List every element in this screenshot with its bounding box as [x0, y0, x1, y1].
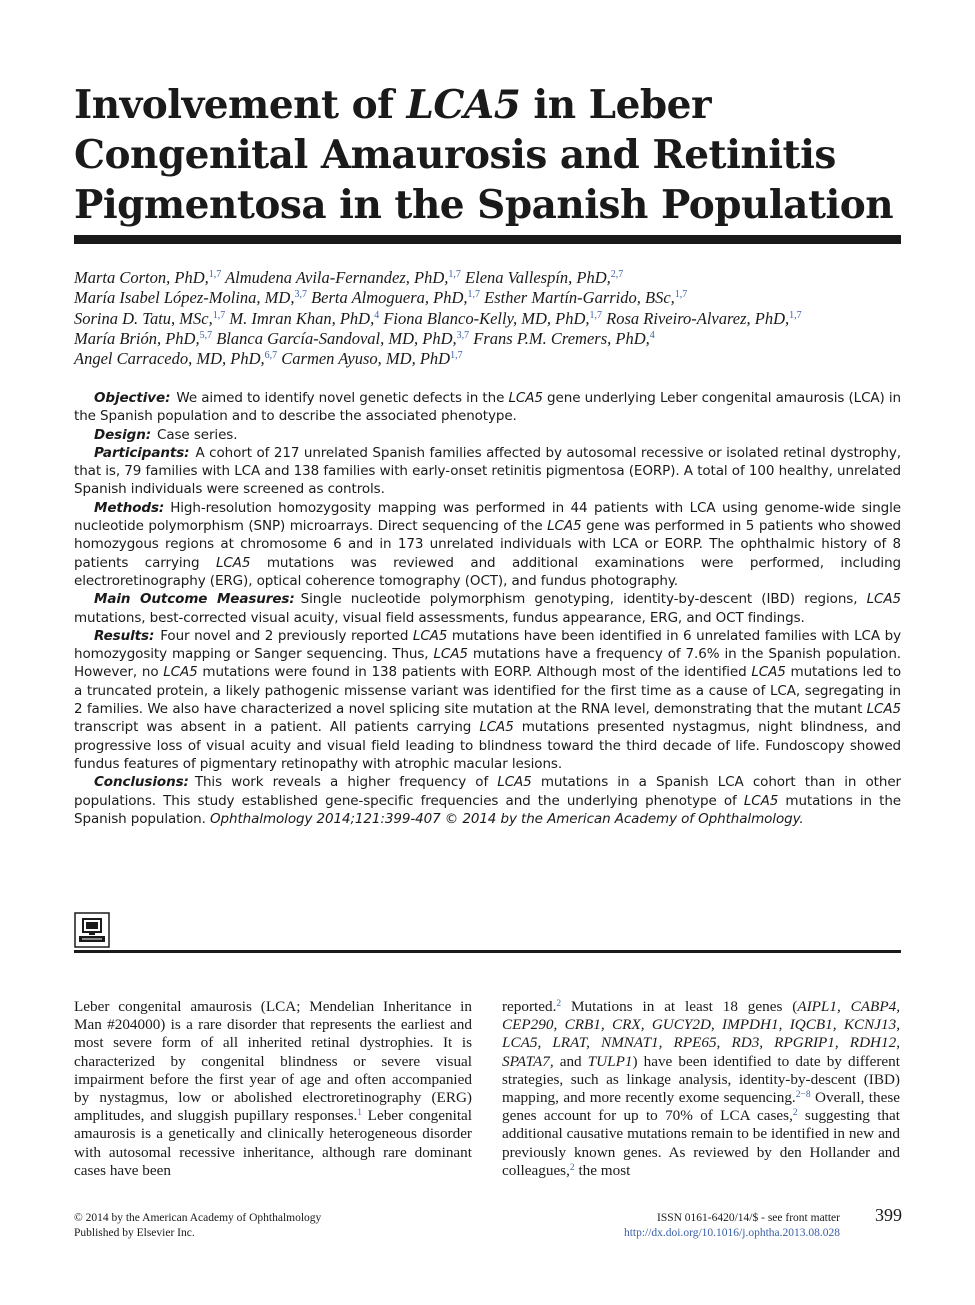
abstract-objective: Objective: We aimed to identify novel genetic defects in the LCA5 gene underlying Leber congenital amaurosis (LCA) in the Spanish population and to describe the associated phenotype. [74, 390, 902, 425]
author[interactable]: María Isabel López-Molina, MD, [74, 288, 295, 308]
author[interactable]: Sorina D. Tatu, MSc, [74, 308, 213, 328]
abstract-design: Design: Case series. [94, 426, 238, 443]
computer-icon[interactable] [74, 912, 110, 948]
section-label: Objective: [94, 390, 171, 406]
affiliation-ref[interactable]: 5,7 [199, 329, 213, 341]
author-list [74, 268, 914, 369]
affiliation-ref[interactable]: 1,7 [674, 289, 688, 301]
affiliation-ref[interactable]: 1,7 [208, 269, 222, 280]
affiliation-ref[interactable]: 2,7 [610, 269, 624, 280]
affiliation-ref[interactable]: 4 [374, 309, 380, 321]
section-label: Conclusions: [94, 774, 189, 791]
journal-citation[interactable]: Ophthalmology 2014;121:399-407 © 2014 by the American Academy of Ophthalmology. [210, 810, 804, 827]
author[interactable]: Fiona Blanco-Kelly, MD, PhD, [383, 308, 590, 328]
body-column-left: Leber congenital amaurosis (LCA; Mendelian Inheritance in Man #204000) is a rare disorder that represents the earliest and most severe form of all inherited retinal dystrophies. It is characterized by congenital blindness or severe visual impairment before the first year of age and often accompanied by nystagmus, low or abolished electroretinography (ERG) amplitudes, and sluggish pupillary responses.$^1$ Leber congenital amaurosis is a genetically and clinically heterogeneous disorder with autosomal recessive inheritance, although rare dominant cases have been [74, 998, 472, 1179]
section-label: Results: [94, 627, 155, 644]
affiliation-ref[interactable]: 1,7 [450, 350, 463, 362]
section-label: Main Outcome Measures: [94, 591, 295, 608]
section-label: Methods: [94, 499, 165, 516]
author[interactable]: Carmen Ayuso, MD, PhD [281, 349, 451, 369]
author[interactable]: Elena Vallespín, PhD, [465, 268, 611, 287]
footer-left [74, 1211, 474, 1241]
affiliation-ref[interactable]: 4 [649, 329, 655, 341]
doi-link[interactable]: http://dx.doi.org/10.1016/j.ophtha.2013.08.028 [623, 1227, 840, 1239]
author[interactable]: Marta Corton, PhD, [74, 268, 209, 287]
author[interactable]: Almudena Avila-Fernandez, PhD, [225, 268, 449, 287]
affiliation-ref[interactable]: 1,7 [467, 289, 481, 301]
reference-link[interactable]: 2−8 [795, 1090, 811, 1101]
body-column-right: reported.$^2$ Mutations in at least 18 genes (AIPL1, CABP4, CEP290, CRB1, CRX, GUCY2D, IMPDH1, IQCB1, KCNJ13, LCA5, LRAT, NMNAT1, RPE65, RD3, RPGRIP1, RDH12, SPATA7, and TULP1) have been identified to date by different strategies, such as linkage analysis, identity-by-descent (IBD) mapping, and more recently exome sequencing.$^{2-8}$ Overall, these genes account for up to 70% of LCA cases,$^2$ suggesting that additional causative mutations remain to be identified in new and previously known genes. As reviewed by den Hollander and colleagues,$^2$ the most [502, 998, 900, 1179]
affiliation-ref[interactable]: 1,7 [448, 269, 461, 280]
issn: ISSN 0161-6420/14/$ - see front matter [656, 1212, 840, 1224]
affiliation-ref[interactable]: 1,7 [589, 309, 603, 321]
affiliation-ref[interactable]: 1,7 [212, 309, 226, 321]
publisher: Published by Elsevier Inc. [74, 1227, 195, 1239]
footer-right [560, 1211, 840, 1241]
reference-link[interactable]: 2 [569, 1162, 575, 1173]
author[interactable]: Blanca García-Sandoval, MD, PhD, [216, 328, 457, 348]
author[interactable]: Frans P.M. Cremers, PhD, [473, 328, 650, 348]
author[interactable]: María Brión, PhD, [74, 328, 200, 348]
abstract-results: Results: Four novel and 2 previously reported LCA5 mutations have been identified in 6 unrelated families with LCA by homozygosity mapping or Sanger sequencing. Thus, LCA5 mutations have a frequency of 7.6% in the Spanish population. However, no LCA5 mutations were found in 138 patients with EORP. Although most of the identified LCA5 mutations led to a truncated protein, a likely pathogenic missense variant was identified for the first time as a cause of LCA, segregating in 2 families. We also have characterized a novel splicing site mutation at the RNA level, demonstrating that the mutant LCA5 transcript was absent in a patient. All patients carrying LCA5 mutations presented nystagmus, night blindness, and progressive loss of visual acuity and visual field leading to blindness toward the third decade of life. Fundoscopy showed fundus features of pigmentary retinopathy with atrophic macular lesions. [74, 627, 901, 772]
affiliation-ref[interactable]: 1,7 [789, 309, 802, 321]
reference-link[interactable]: 2 [792, 1108, 798, 1119]
abstract-conclusions: Conclusions: This work reveals a higher frequency of LCA5 mutations in a Spanish LCA cohort than in other populations. This study established gene-specific frequencies and the underlying phenotype of LCA5 mutations in the Spanish population. Ophthalmology 2014;121:399-407 © 2014 by the American Academy of Ophthalmology. [74, 774, 901, 827]
copyright: © 2014 by the American Academy of Ophthalmology [74, 1212, 322, 1224]
article-title: Involvement of LCA5 in Leber Congenital Amaurosis and Retinitis Pigmentosa in the Spanish Population [74, 82, 894, 228]
author[interactable]: M. Imran Khan, PhD, [229, 308, 375, 328]
affiliation-ref[interactable]: 3,7 [294, 289, 307, 301]
abstract-outcome: Main Outcome Measures: Single nucleotide polymorphism genotyping, identity-by-descent (IBD) regions, LCA5 mutations, best-corrected visual acuity, visual field assessments, fundus appearance, ERG, and OCT findings. [74, 591, 901, 626]
affiliation-ref[interactable]: 3,7 [456, 329, 470, 341]
abstract-methods: Methods: High-resolution homozygosity mapping was performed in 44 patients with LCA using genome-wide single nucleotide polymorphism (SNP) microarrays. Direct sequencing of the LCA5 gene was performed in 5 patients who showed homozygous regions at chromosome 6 and in 173 unrelated individuals with LCA or EORP. The ophthalmic history of 8 patients carrying LCA5 mutations was reviewed and additional examinations were performed, including electroretinography (ERG), optical coherence tomography (OCT), and fundus photography. [74, 499, 902, 589]
abstract-participants: Participants: A cohort of 217 unrelated Spanish families affected by autosomal recessive or isolated retinal dystrophy, that is, 79 families with LCA and 138 families with early-onset retinitis pigmentosa (EORP). A total of 100 healthy, unrelated Spanish individuals were screened as controls. [74, 444, 901, 498]
reference-link[interactable]: 2 [556, 999, 562, 1009]
page-number: 399 [875, 1205, 902, 1225]
section-label: Design: [94, 426, 151, 443]
author[interactable]: Rosa Riveiro-Alvarez, PhD, [606, 308, 790, 328]
section-divider [74, 950, 901, 953]
affiliation-ref[interactable]: 6,7 [264, 350, 278, 362]
reference-link[interactable]: 1 [357, 1108, 363, 1119]
author[interactable]: Angel Carracedo, MD, PhD, [74, 349, 265, 369]
abstract [74, 389, 901, 828]
section-label: Participants: [94, 444, 190, 461]
title-divider [74, 235, 901, 244]
author[interactable]: Esther Martín-Garrido, BSc, [484, 288, 675, 308]
author[interactable]: Berta Almoguera, PhD, [311, 288, 468, 308]
